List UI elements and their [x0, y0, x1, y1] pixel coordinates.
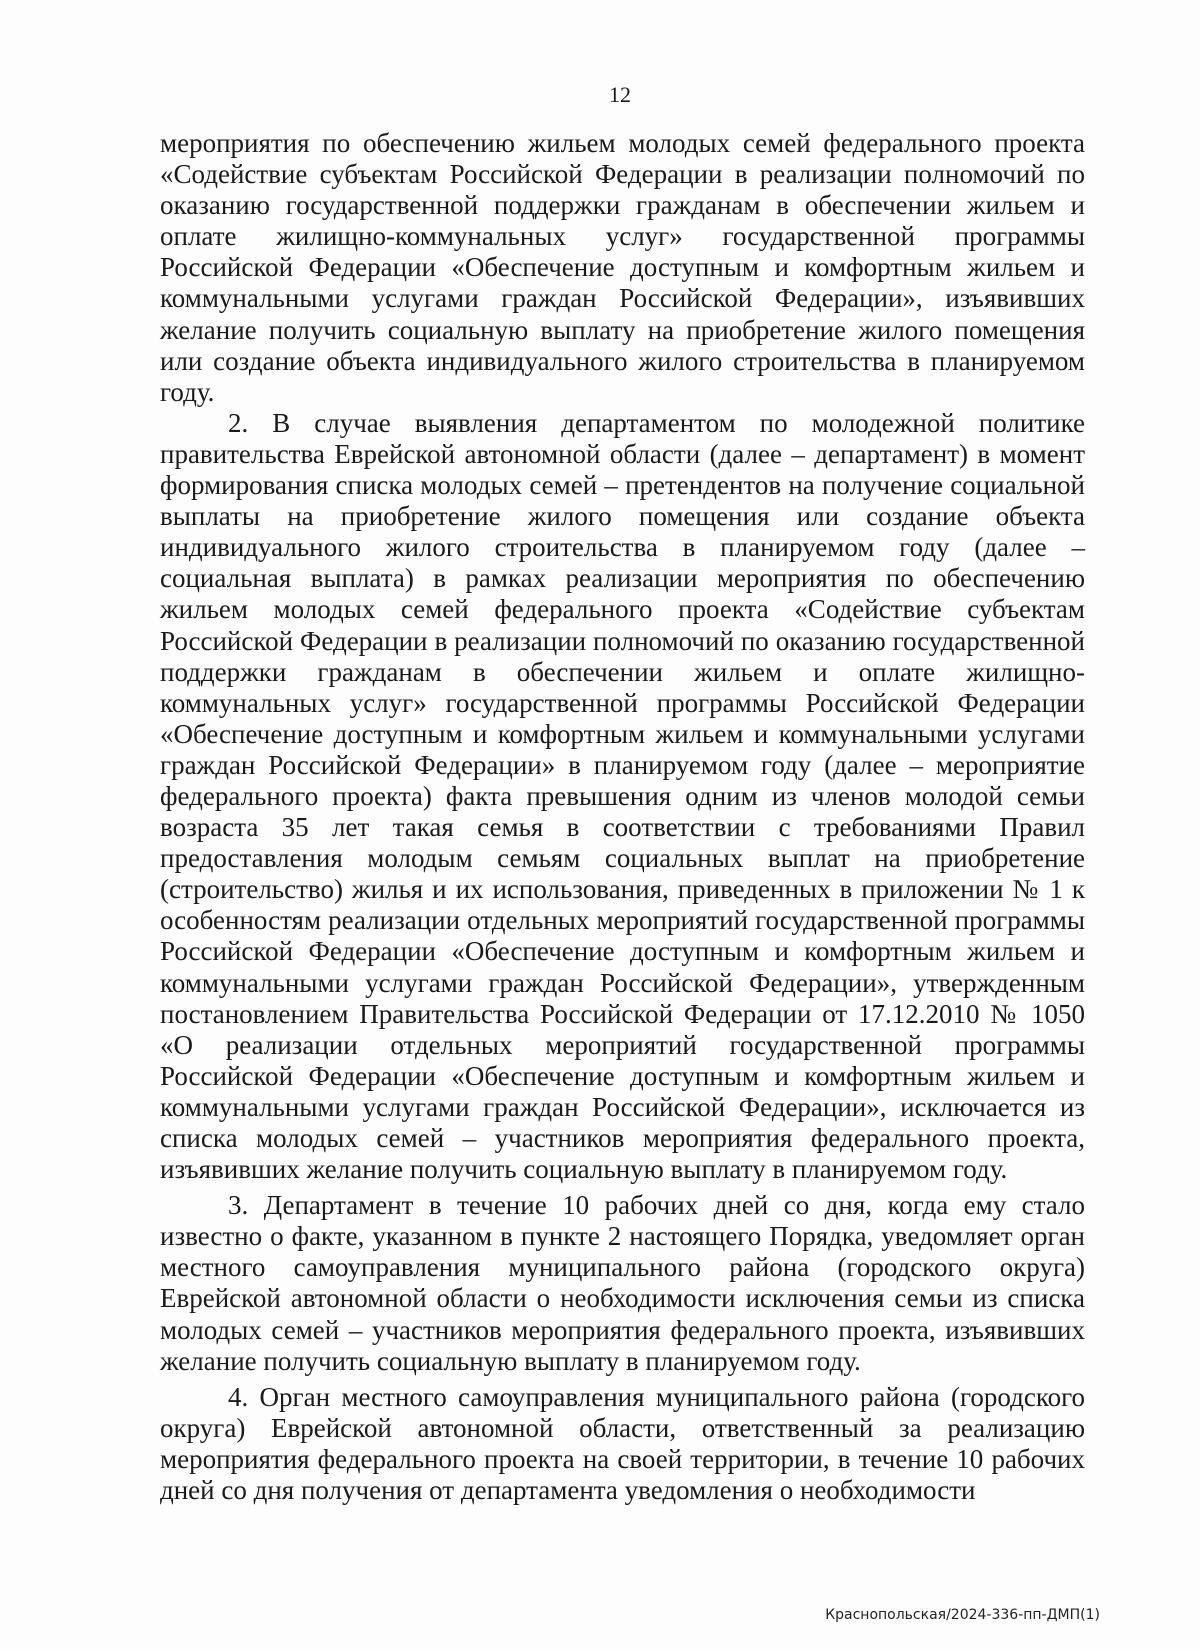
paragraph-item-4: 4. Орган местного самоуправления муниципального района (городского округа) Еврейской автономной области, ответственный за реализацию мероприятия федерального проекта на своей территории, в течение 10 рабочих дней со дня получения от департамента уведомления о необходимости — [160, 1381, 1085, 1506]
paragraph-continuation: мероприятия по обеспечению жильем молодых семей федерального проекта «Содействие субъектам Российской Федерации в реализации полномочий по оказанию государственной поддержки гражданам в обеспечении жильем и оплате жилищно-коммунальных услуг» государственной программы Российской Федерации «Обеспечение доступным и комфортным жильем и коммунальными услугами граждан Российской Федерации», изъявивших желание получить социальную выплату на приобретение жилого помещения или создание объекта индивидуального жилого строительства в планируемом году. — [160, 128, 1085, 407]
paragraph-item-2: 2. В случае выявления департаментом по молодежной политике правительства Еврейской автономной области (далее – департамент) в момент формирования списка молодых семей – претендентов на получение социальной выплаты на приобретение жилого помещения или создание объекта индивидуального жилого строительства в планируемом году (далее – социальная выплата) в рамках реализации мероприятия по обеспечению жильем молодых семей федерального проекта «Содействие субъектам Российской Федерации в реализации полномочий по оказанию государственной поддержки гражданам в обеспечении жильем и оплате жилищно-коммунальных услуг» государственной программы Российской Федерации «Обеспечение доступным и комфортным жильем и коммунальными услугами граждан Российской Федерации» в планируемом году (далее – мероприятие федерального проекта) факта превышения одним из членов молодой семьи возраста 35 лет такая семья в соответствии с требованиями Правил предоставления молодым семьям социальных выплат на приобретение (строительство) жилья и их использования, приведенных в приложении № 1 к особенностям реализации отдельных мероприятий государственной программы Российской Федерации «Обеспечение доступным и комфортным жильем и коммунальными услугами граждан Российской Федерации», утвержденным постановлением Правительства Российской Федерации от 17.12.2010 № 1050 «О реализации отдельных мероприятий государственной программы Российской Федерации «Обеспечение доступным и комфортным жильем и коммунальными услугами граждан Российской Федерации», исключается из списка молодых семей – участников мероприятия федерального проекта, изъявивших желание получить социальную выплату в планируемом году. — [160, 407, 1085, 1185]
page-number: 12 — [609, 82, 631, 107]
paragraph-item-3: 3. Департамент в течение 10 рабочих дней со дня, когда ему стало известно о факте, указанном в пункте 2 настоящего Порядка, уведомляет орган местного самоуправления муниципального района (городского округа) Еврейской автономной области о необходимости исключения семьи из списка молодых семей – участников мероприятия федерального проекта, изъявивших желание получить социальную выплату в планируемом году. — [160, 1190, 1085, 1376]
document-footer-code: Краснопольская/2024-336-пп-ДМП(1) — [825, 1607, 1100, 1623]
document-body — [160, 128, 1085, 1506]
